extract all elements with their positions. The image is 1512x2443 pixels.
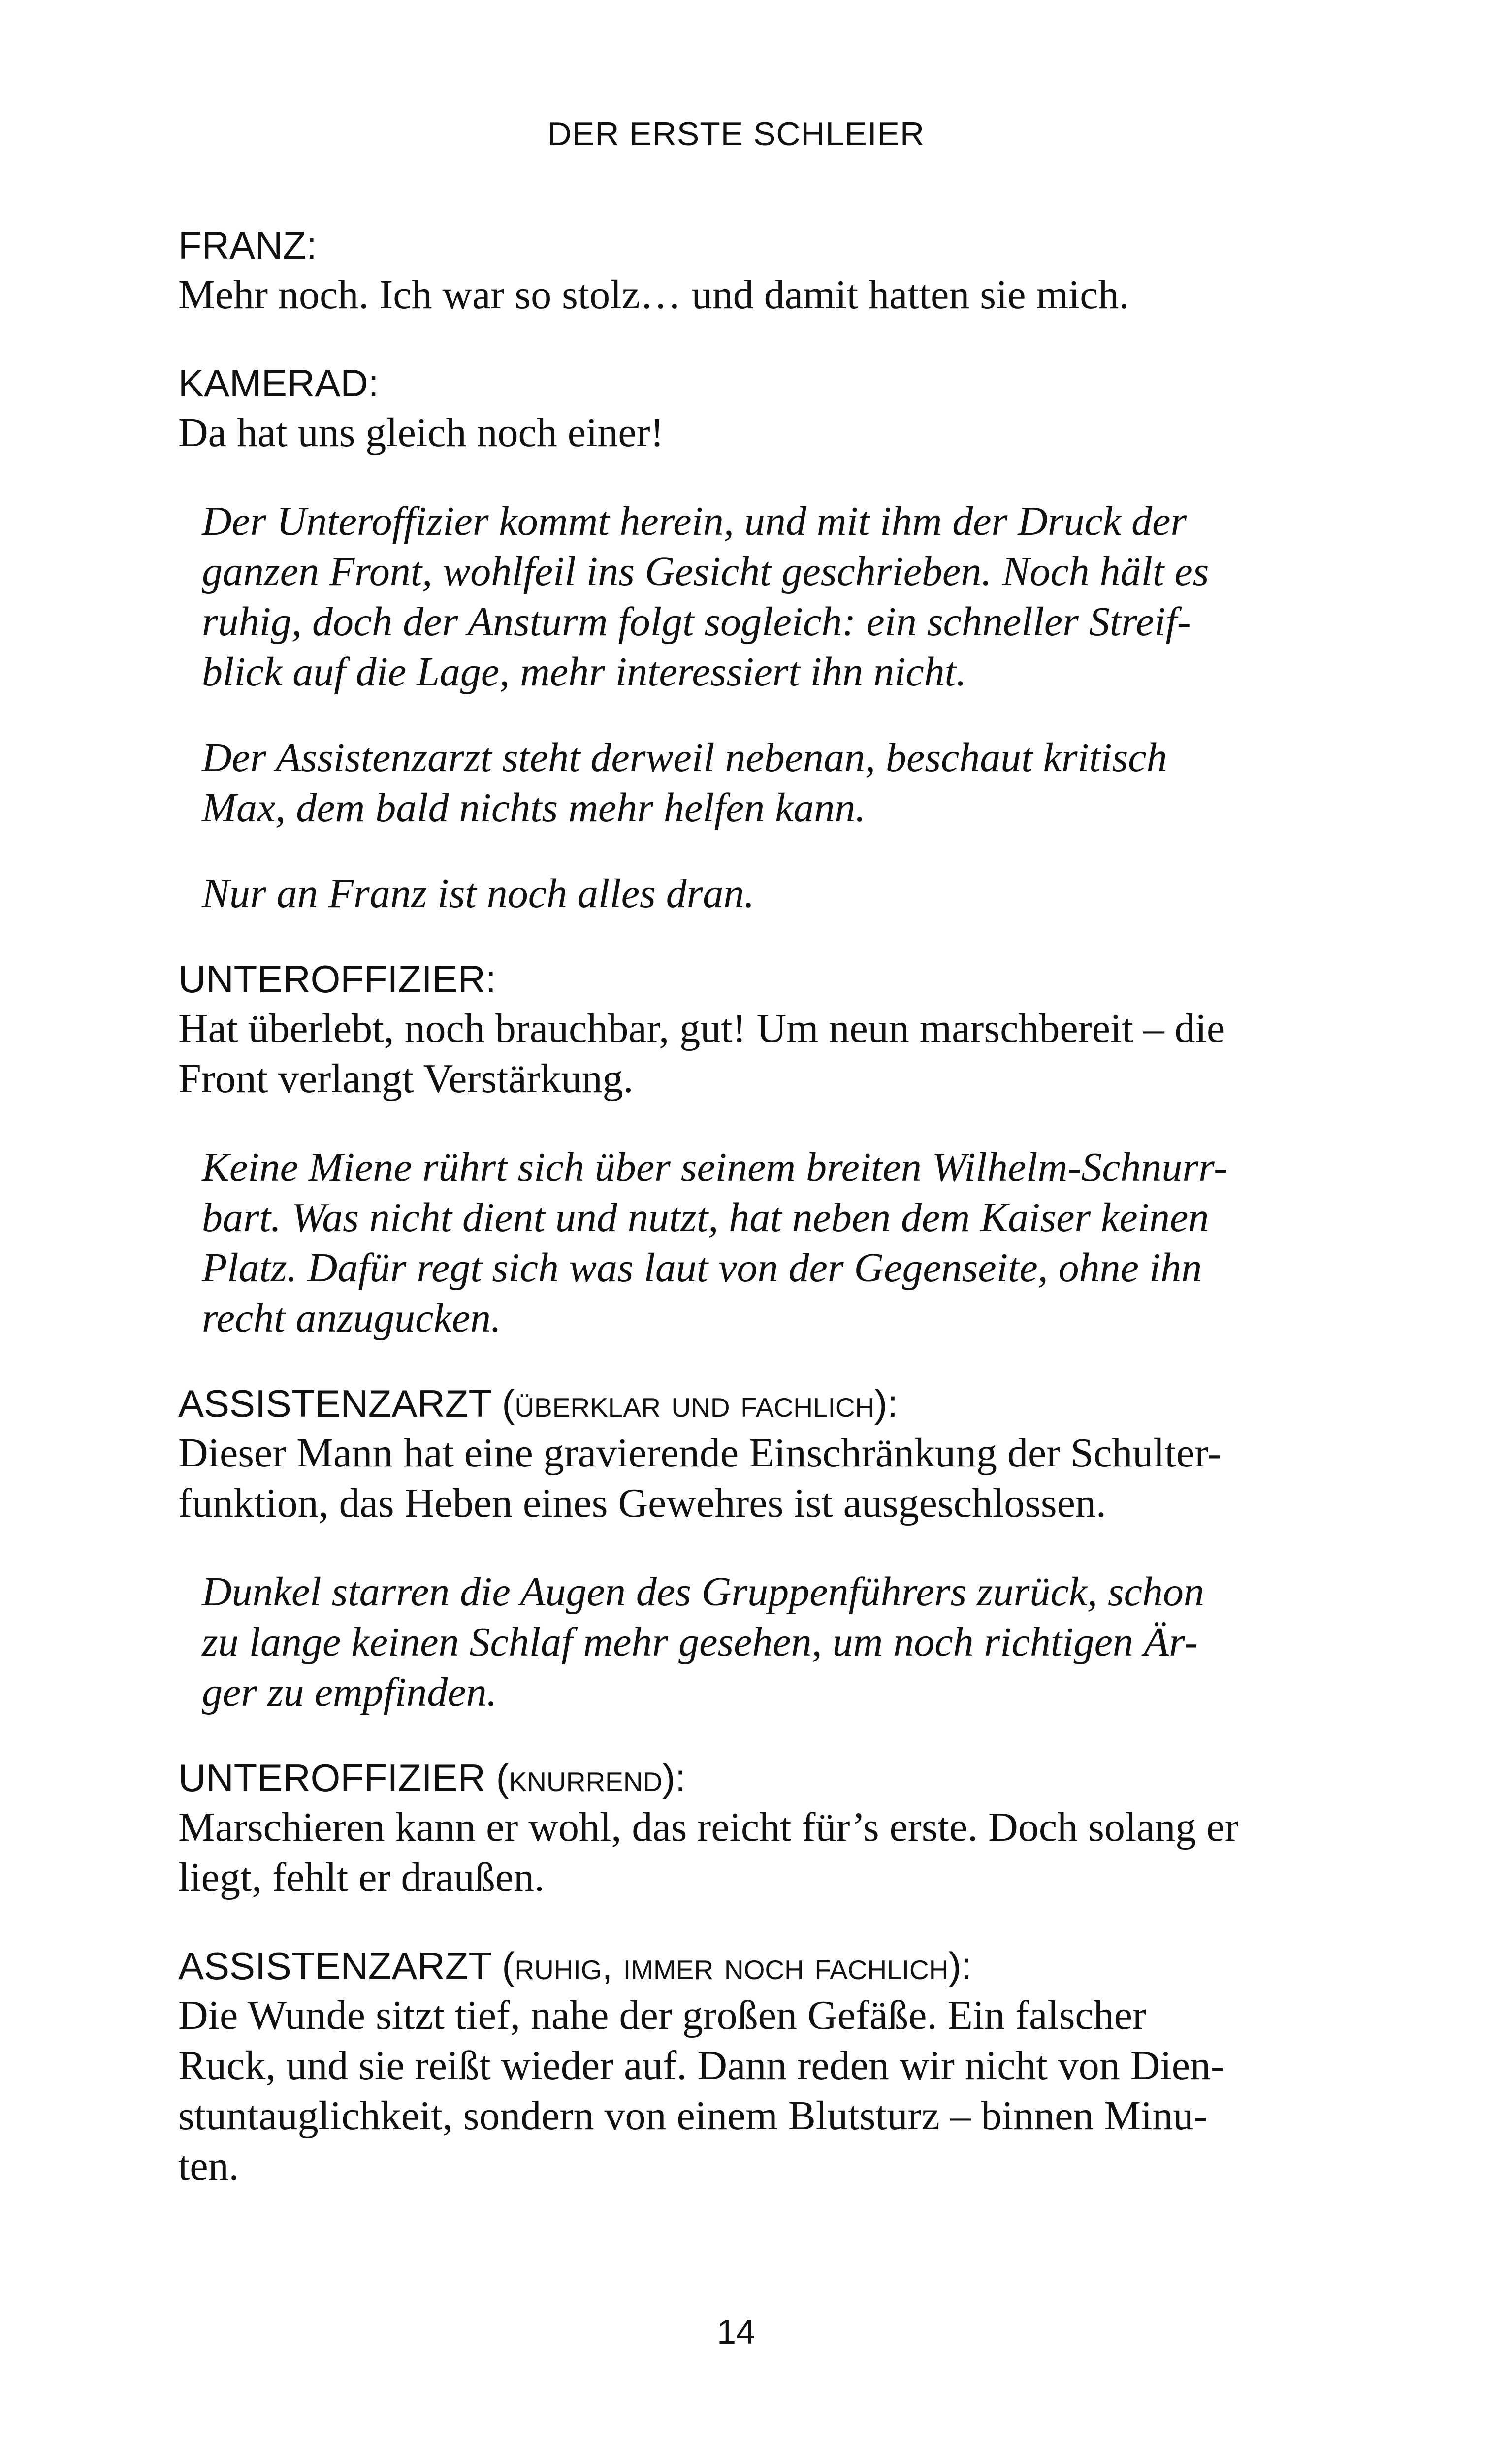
speaker-name: ASSISTENZARZT	[178, 1382, 491, 1425]
stage-direction-line: Der Assistenzarzt steht derweil nebenan, beschaut kritisch	[202, 735, 1167, 781]
speaker-line: ASSISTENZARZT (ruhig, immer noch fachlich):	[178, 1944, 972, 1987]
dialogue-line: Da hat uns gleich noch einer!	[178, 410, 664, 456]
stage-direction-line: Nur an Franz ist noch alles dran.	[202, 871, 755, 916]
stage-direction-line: recht anzugucken.	[202, 1295, 502, 1341]
stage-direction-line: ganzen Front, wohlfeil ins Gesicht geschrieben. Noch hält es	[202, 549, 1209, 594]
stage-direction	[202, 733, 1301, 833]
dialogue-line: Dieser Mann hat eine gravierende Einschränkung der Schulter-	[178, 1430, 1222, 1476]
speaker-name: UNTEROFFIZIER	[178, 957, 485, 1001]
stage-direction	[202, 496, 1301, 697]
stage-direction-line: Platz. Dafür regt sich was laut von der Gegenseite, ohne ihn	[202, 1245, 1202, 1291]
page-number: 14	[717, 2313, 755, 2351]
stage-direction-line: ger zu empfinden.	[202, 1669, 497, 1715]
stage-direction-line: bart. Was nicht dient und nutzt, hat neben dem Kaiser keinen	[202, 1195, 1209, 1240]
stage-direction	[202, 869, 1301, 919]
speech-block	[178, 954, 1301, 1104]
speaker-name: KAMERAD	[178, 361, 368, 405]
speech-block	[178, 221, 1301, 320]
dialogue-line: Front verlangt Verstärkung.	[178, 1056, 634, 1102]
stage-direction-line: zu lange keinen Schlaf mehr gesehen, um noch richtigen Är-	[202, 1619, 1198, 1665]
speaker-name: UNTEROFFIZIER	[178, 1756, 485, 1799]
stage-direction-line: blick auf die Lage, mehr interessiert ihn nicht.	[202, 649, 966, 695]
stage-direction-line: ruhig, doch der Ansturm folgt sogleich: ein schneller Streif-	[202, 599, 1191, 645]
running-title: DER ERSTE SCHLEIER	[547, 115, 925, 153]
play-text	[178, 221, 1301, 2230]
speaker-line: ASSISTENZARZT (überklar und fachlich):	[178, 1382, 898, 1425]
dialogue-line: Marschieren kann er wohl, das reicht für’s erste. Doch solang er	[178, 1804, 1239, 1850]
speaker-direction: knurrend	[509, 1756, 663, 1799]
speaker-line: KAMERAD:	[178, 361, 379, 405]
speaker-line: UNTEROFFIZIER:	[178, 957, 496, 1001]
speaker-line: FRANZ:	[178, 224, 317, 267]
speech-block	[178, 358, 1301, 458]
dialogue-line: Die Wunde sitzt tief, nahe der großen Gefäße. Ein falscher	[178, 1992, 1146, 2038]
dialogue-line: ten.	[178, 2143, 239, 2189]
stage-direction	[202, 1567, 1301, 1718]
speech-block	[178, 1941, 1301, 2191]
speaker-direction: ruhig, immer noch fachlich	[515, 1944, 949, 1987]
dialogue-line: Mehr noch. Ich war so stolz… und damit hatten sie mich.	[178, 272, 1129, 318]
speaker-direction: überklar und fachlich	[515, 1382, 875, 1425]
speaker-name: FRANZ	[178, 224, 306, 267]
stage-direction-line: Dunkel starren die Augen des Gruppenführers zurück, schon	[202, 1569, 1204, 1615]
speech-block	[178, 1379, 1301, 1529]
speaker-line: UNTEROFFIZIER (knurrend):	[178, 1756, 686, 1799]
speaker-name: ASSISTENZARZT	[178, 1944, 491, 1987]
stage-direction-line: Max, dem bald nichts mehr helfen kann.	[202, 785, 866, 831]
dialogue-line: Ruck, und sie reißt wieder auf. Dann reden wir nicht von Dien-	[178, 2043, 1225, 2088]
dialogue-line: Hat überlebt, noch brauchbar, gut! Um neun marschbereit – die	[178, 1006, 1225, 1051]
stage-direction-line: Der Unteroffizier kommt herein, und mit ihm der Druck der	[202, 498, 1187, 544]
dialogue-line: stuntauglichkeit, sondern von einem Blutsturz – binnen Minu-	[178, 2093, 1208, 2139]
dialogue-line: liegt, fehlt er draußen.	[178, 1855, 545, 1900]
speech-block	[178, 1753, 1301, 1903]
stage-direction-line: Keine Miene rührt sich über seinem breiten Wilhelm-Schnurr-	[202, 1144, 1228, 1190]
stage-direction	[202, 1142, 1301, 1343]
dialogue-line: funktion, das Heben eines Gewehres ist ausgeschlossen.	[178, 1480, 1106, 1526]
